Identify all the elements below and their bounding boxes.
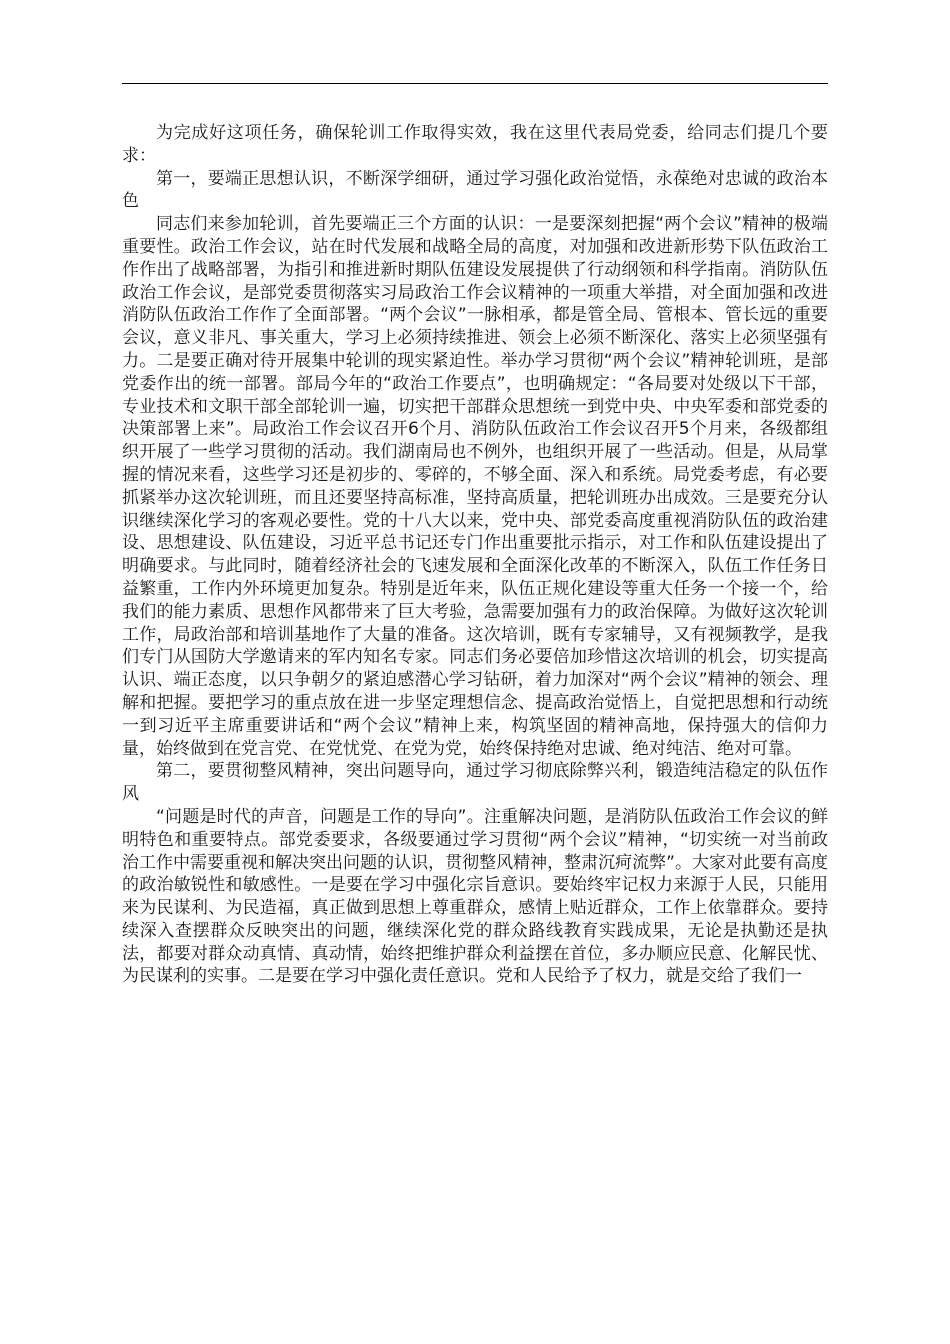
paragraph-section-2: “问题是时代的声音，问题是工作的导向”。注重解决问题，是消防队伍政治工作会议的鲜明特色和重要特点。部党委要求，各级要通过学习贯彻“两个会议”精神，“切实统一对当前政治工作中需要重视和解决突出问题的认识，贯彻整风精神，整肃沉疴流弊”。大家对此要有高度的政治敏锐性和敏感性。一是要在学习中强化宗旨意识。要始终牢记权力来源于人民，只能用来为民谋利、为民造福，真正做到思想上尊重群众，感情上贴近群众，工作上依靠群众。要持续深入查摆群众反映突出的问题，继续深化党的群众路线教育实践成果，无论是执勤还是执法，都要对群众动真情、真动情，始终把维护群众利益摆在首位，多办顺应民意、化解民忧、为民谋利的实事。二是要在学习中强化责任意识。党和人民给予了权力，就是交给了我们一 [122,806,828,987]
paragraph-section-1: 同志们来参加轮训，首先要端正三个方面的认识：一是要深刻把握“两个会议”精神的极端重要性。政治工作会议，站在时代发展和战略全局的高度，对加强和改进新形势下队伍政治工作作出了战略部署，为指引和推进新时期队伍建设发展提供了行动纲领和科学指南。消防队伍政治工作会议，是部党委贯彻落实习局政治工作会议精神的一项重大举措，对全面加强和改进消防队伍政治工作作了全面部署。“两个会议”一脉相承，都是管全局、管根本、管长远的重要会议，意义非凡、事关重大，学习上必须持续推进、领会上必须不断深化、落实上必须坚强有力。二是要正确对待开展集中轮训的现实紧迫性。举办学习贯彻“两个会议”精神轮训班，是部党委作出的统一部署。部局今年的“政治工作要点”，也明确规定：“各局要对处级以下干部，专业技术和文职干部全部轮训一遍，切实把干部群众思想统一到党中央、中央军委和部党委的决策部署上来”。局政治工作会议召开6个月、消防队伍政治工作会议召开5个月来，各级都组织开展了一些学习贯彻的活动。我们湖南局也不例外，也组织开展了一些活动。但是，从局掌握的情况来看，这些学习还是初步的、零碎的，不够全面、深入和系统。局党委考虑，有必要抓紧举办这次轮训班，而且还要坚持高标准，坚持高质量，把轮训班办出成效。三是要充分认识继续深化学习的客观必要性。党的十八大以来，党中央、部党委高度重视消防队伍的政治建设、思想建设、队伍建设，习近平总书记还专门作出重要批示指示，对工作和队伍建设提出了明确要求。与此同时，随着经济社会的飞速发展和全面深化改革的不断深入，队伍工作任务日益繁重，工作内外环境更加复杂。特别是近年来，队伍正规化建设等重大任务一个接一个，给我们的能力素质、思想作风都带来了巨大考验，急需要加强有力的政治保障。为做好这次轮训工作，局政治部和培训基地作了大量的准备。这次培训，既有专家辅导，又有视频教学，是我们专门从国防大学邀请来的军内知名专家。同志们务必要倍加珍惜这次培训的机会，切实提高认识、端正态度，以只争朝夕的紧迫感潜心学习钻研，着力加深对“两个会议”精神的领会、理解和把握。要把学习的重点放在进一步坚定理想信念、提高政治觉悟上，自觉把思想和行动统一到习近平主席重要讲话和“两个会议”精神上来，构筑坚固的精神高地，保持强大的信仰力量，始终做到在党言党、在党忧党、在党为党，始终保持绝对忠诚、绝对纯洁、绝对可靠。 [122,214,828,759]
section-heading-2: 第二，要贯彻整风精神，突出问题导向，通过学习彻底除弊兴利，锻造纯洁稳定的队伍作风 [122,761,828,805]
section-heading-1: 第一，要端正思想认识，不断深学细研，通过学习强化政治觉悟，永葆绝对忠诚的政治本色 [122,168,828,212]
paragraph-intro: 为完成好这项任务，确保轮训工作取得实效，我在这里代表局党委，给同志们提几个要求： [122,123,828,166]
document-body [122,122,828,988]
header-divider [122,83,828,84]
